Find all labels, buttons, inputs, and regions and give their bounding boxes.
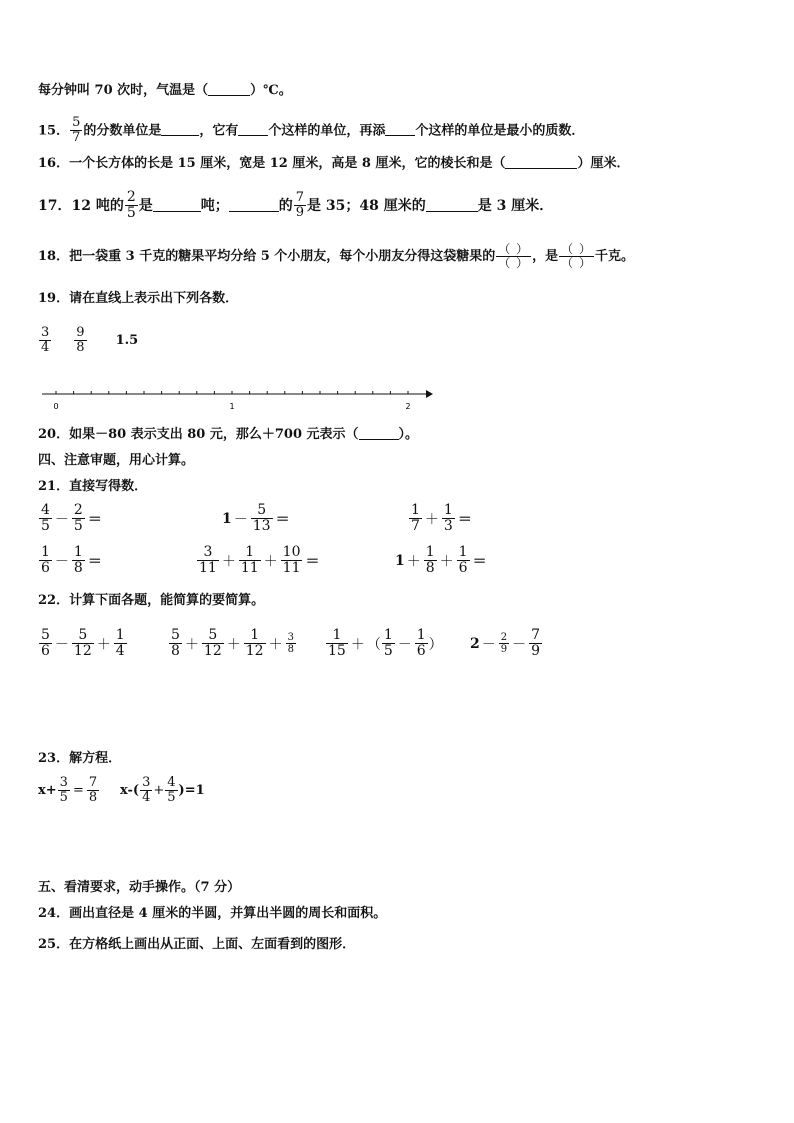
tick-label: 2 bbox=[405, 402, 411, 411]
answer-blank[interactable] bbox=[426, 198, 478, 212]
fraction: $\frac{7}{9}$ bbox=[295, 190, 305, 221]
answer-blank[interactable] bbox=[153, 198, 201, 212]
answer-blank[interactable] bbox=[161, 122, 199, 136]
tick-label: 0 bbox=[53, 402, 59, 411]
fraction: $\frac{5}{7}$ bbox=[72, 115, 81, 146]
number-line[interactable] bbox=[40, 386, 435, 414]
answer-blank[interactable] bbox=[229, 198, 279, 212]
question-24: 24．画出直径是 4 厘米的半圆，并算出半圆的周长和面积。 bbox=[38, 906, 387, 921]
ticks bbox=[56, 391, 408, 394]
equation-1: x+ $\frac{3}{5}$ = $\frac{7}{8}$ bbox=[38, 775, 98, 806]
calc-22-3: 1 15 ＋ （ 1 5 － 1 6 ） bbox=[328, 627, 443, 660]
arrow-head bbox=[426, 390, 433, 398]
answer-blank[interactable] bbox=[359, 426, 399, 440]
calc-21-3: 1 7 ＋ 1 3 ＝ bbox=[411, 502, 472, 535]
numbers-to-plot bbox=[38, 326, 138, 356]
tick-label: 1 bbox=[229, 402, 235, 411]
fraction-blank[interactable]: （ ） （ ） bbox=[561, 242, 592, 271]
question-17: 17．12 吨的 $\frac{2}{5}$ 是 吨； 的 $\frac{7}{9}$ 是 35；48 厘米的 是 3 厘米． bbox=[38, 189, 554, 222]
answer-blank[interactable] bbox=[238, 122, 268, 136]
question-25: 25．在方格纸上画出从正面、上面、左面看到的图形． bbox=[38, 937, 356, 952]
question-20: 20．如果－80 表示支出 80 元，那么＋700 元表示（ ）。 bbox=[38, 427, 419, 442]
calc-21-2: 1 － 5 13 ＝ bbox=[222, 502, 290, 535]
section-5-heading: 五、看清要求，动手操作。（7 分） bbox=[38, 880, 241, 895]
equation-2: x-( 3 4 + $\frac{4}{5}$ )=1 bbox=[120, 775, 205, 806]
answer-blank[interactable] bbox=[505, 155, 577, 169]
answer-blank[interactable] bbox=[385, 122, 415, 136]
answer-blank[interactable] bbox=[208, 82, 250, 96]
calc-22-4: 2 － 2 9 － 7 9 bbox=[470, 627, 541, 660]
question-16: 16．一个长方体的长是 15 厘米，宽是 12 厘米，高是 8 厘米，它的棱长和是（ ）厘米． bbox=[38, 156, 630, 171]
calc-21-6: 1 ＋ 1 8 ＋ 1 6 ＝ bbox=[395, 544, 487, 577]
calc-21-1: 4 5 － 2 5 ＝ bbox=[41, 502, 102, 535]
question-19: 19．请在直线上表示出下列各数． bbox=[38, 291, 239, 306]
fraction: 3 4 bbox=[41, 325, 50, 356]
question-22: 22．计算下面各题，能简算的要简算。 bbox=[38, 593, 265, 608]
fraction: $\frac{2}{5}$ bbox=[126, 189, 136, 222]
fraction: 9 8 bbox=[76, 325, 85, 356]
fraction-blank[interactable]: （ ） （ ） bbox=[498, 242, 530, 271]
calc-22-2: 5 8 ＋ 5 12 ＋ 1 12 ＋ 3 8 bbox=[171, 627, 294, 660]
calc-21-5: 3 11 ＋ 1 11 ＋ 10 11 ＝ bbox=[199, 544, 320, 577]
calc-21-4: 1 6 － 1 8 ＝ bbox=[41, 544, 102, 577]
calc-22-1: 5 6 － 5 12 ＋ 1 4 bbox=[41, 627, 125, 660]
q14-tail: 每分钟叫 70 次时，气温是（ ）℃。 bbox=[38, 83, 292, 98]
question-21: 21．直接写得数． bbox=[38, 479, 148, 494]
question-15: 15． $\frac{5}{7}$ 的分数单位是 ，它有 个这样的单位，再添 个这样的单位是最小的质数． bbox=[38, 115, 585, 146]
question-23: 23．解方程． bbox=[38, 751, 122, 766]
decimal-value: 1.5 bbox=[115, 333, 139, 349]
question-18: 18．把一袋重 3 千克的糖果平均分给 5 个小朋友，每个小朋友分得这袋糖果的 （ ） （ ） ，是 （ ） （ ） 千克。 bbox=[38, 242, 634, 271]
section-4-heading: 四、注意审题，用心计算。 bbox=[38, 453, 195, 468]
